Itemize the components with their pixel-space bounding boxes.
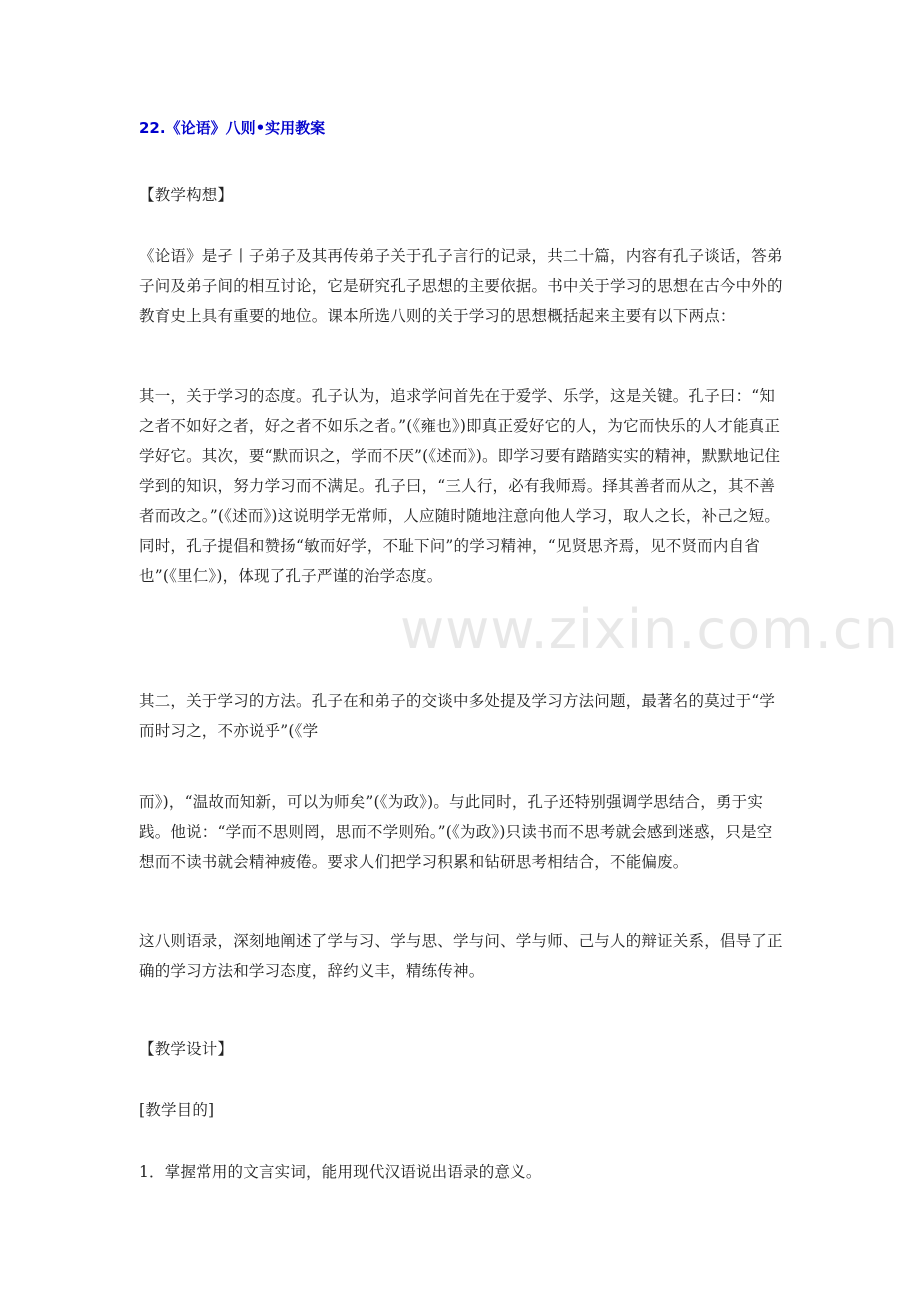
summary-paragraph: 这八则语录，深刻地阐述了学与习、学与思、学与问、学与师、己与人的辩证关系，倡导了正确的学习方法和学习态度，辞约义丰，精练传神。: [139, 932, 783, 980]
point2-paragraph-part1: 其二，关于学习的方法。孔子在和弟子的交谈中多处提及学习方法问题，最著名的莫过于“学而时习之，不亦说乎”(《学: [139, 692, 776, 740]
document-title: 22.《论语》八则•实用教案: [139, 119, 326, 137]
point2-paragraph-part2: 而》)，“温故而知新，可以为师矣”(《为政》)。与此同时，孔子还特别强调学思结合，勇于实践。他说：“学而不思则罔，思而不学则殆。”(《为政》)只读书而不思考就会感到迷惑，只是空想而不读书就会精神疲倦。要求人们把学习积累和钻研思考相结合，不能偏废。: [139, 793, 773, 871]
section-heading-design: 【教学设计】: [139, 1040, 234, 1058]
point1-paragraph: 其一，关于学习的态度。孔子认为，追求学问首先在于爱学、乐学，这是关键。孔子曰：“知之者不如好之者，好之者不如乐之者。”(《雍也》)即真正爱好它的人，为它而快乐的人才能真正学好它。其次，要“默而识之，学而不厌”(《述而》)。即学习要有踏踏实实的精神，默默地记住学到的知识，努力学习而不满足。孔子曰，“三人行，必有我师焉。择其善者而从之，其不善者而改之。”(《述而》)这说明学无常师，人应随时随地注意向他人学习，取人之长，补己之短。同时，孔子提倡和赞扬“敏而好学，不耻下问”的学习精神，“见贤思齐焉，见不贤而内自省也”(《里仁》)，体现了孔子严谨的治学态度。: [139, 387, 781, 585]
intro-paragraph: 《论语》是孑丨子弟子及其再传弟子关于孔子言行的记录，共二十篇，内容有孔子谈话，答弟子问及弟子间的相互讨论，它是研究孔子思想的主要依据。书中关于学习的思想在古今中外的教育史上具有重要的地位。课本所选八则的关于学习的思想概括起来主要有以下两点：: [139, 247, 783, 325]
section-heading-concept: 【教学构想】: [139, 186, 234, 204]
goal-item-1: 1．掌握常用的文言实词，能用现代汉语说出语录的意义。: [139, 1163, 542, 1181]
watermark: www.zixin.com.cn: [400, 598, 899, 661]
section-heading-goals: [教学目的]: [139, 1101, 215, 1119]
